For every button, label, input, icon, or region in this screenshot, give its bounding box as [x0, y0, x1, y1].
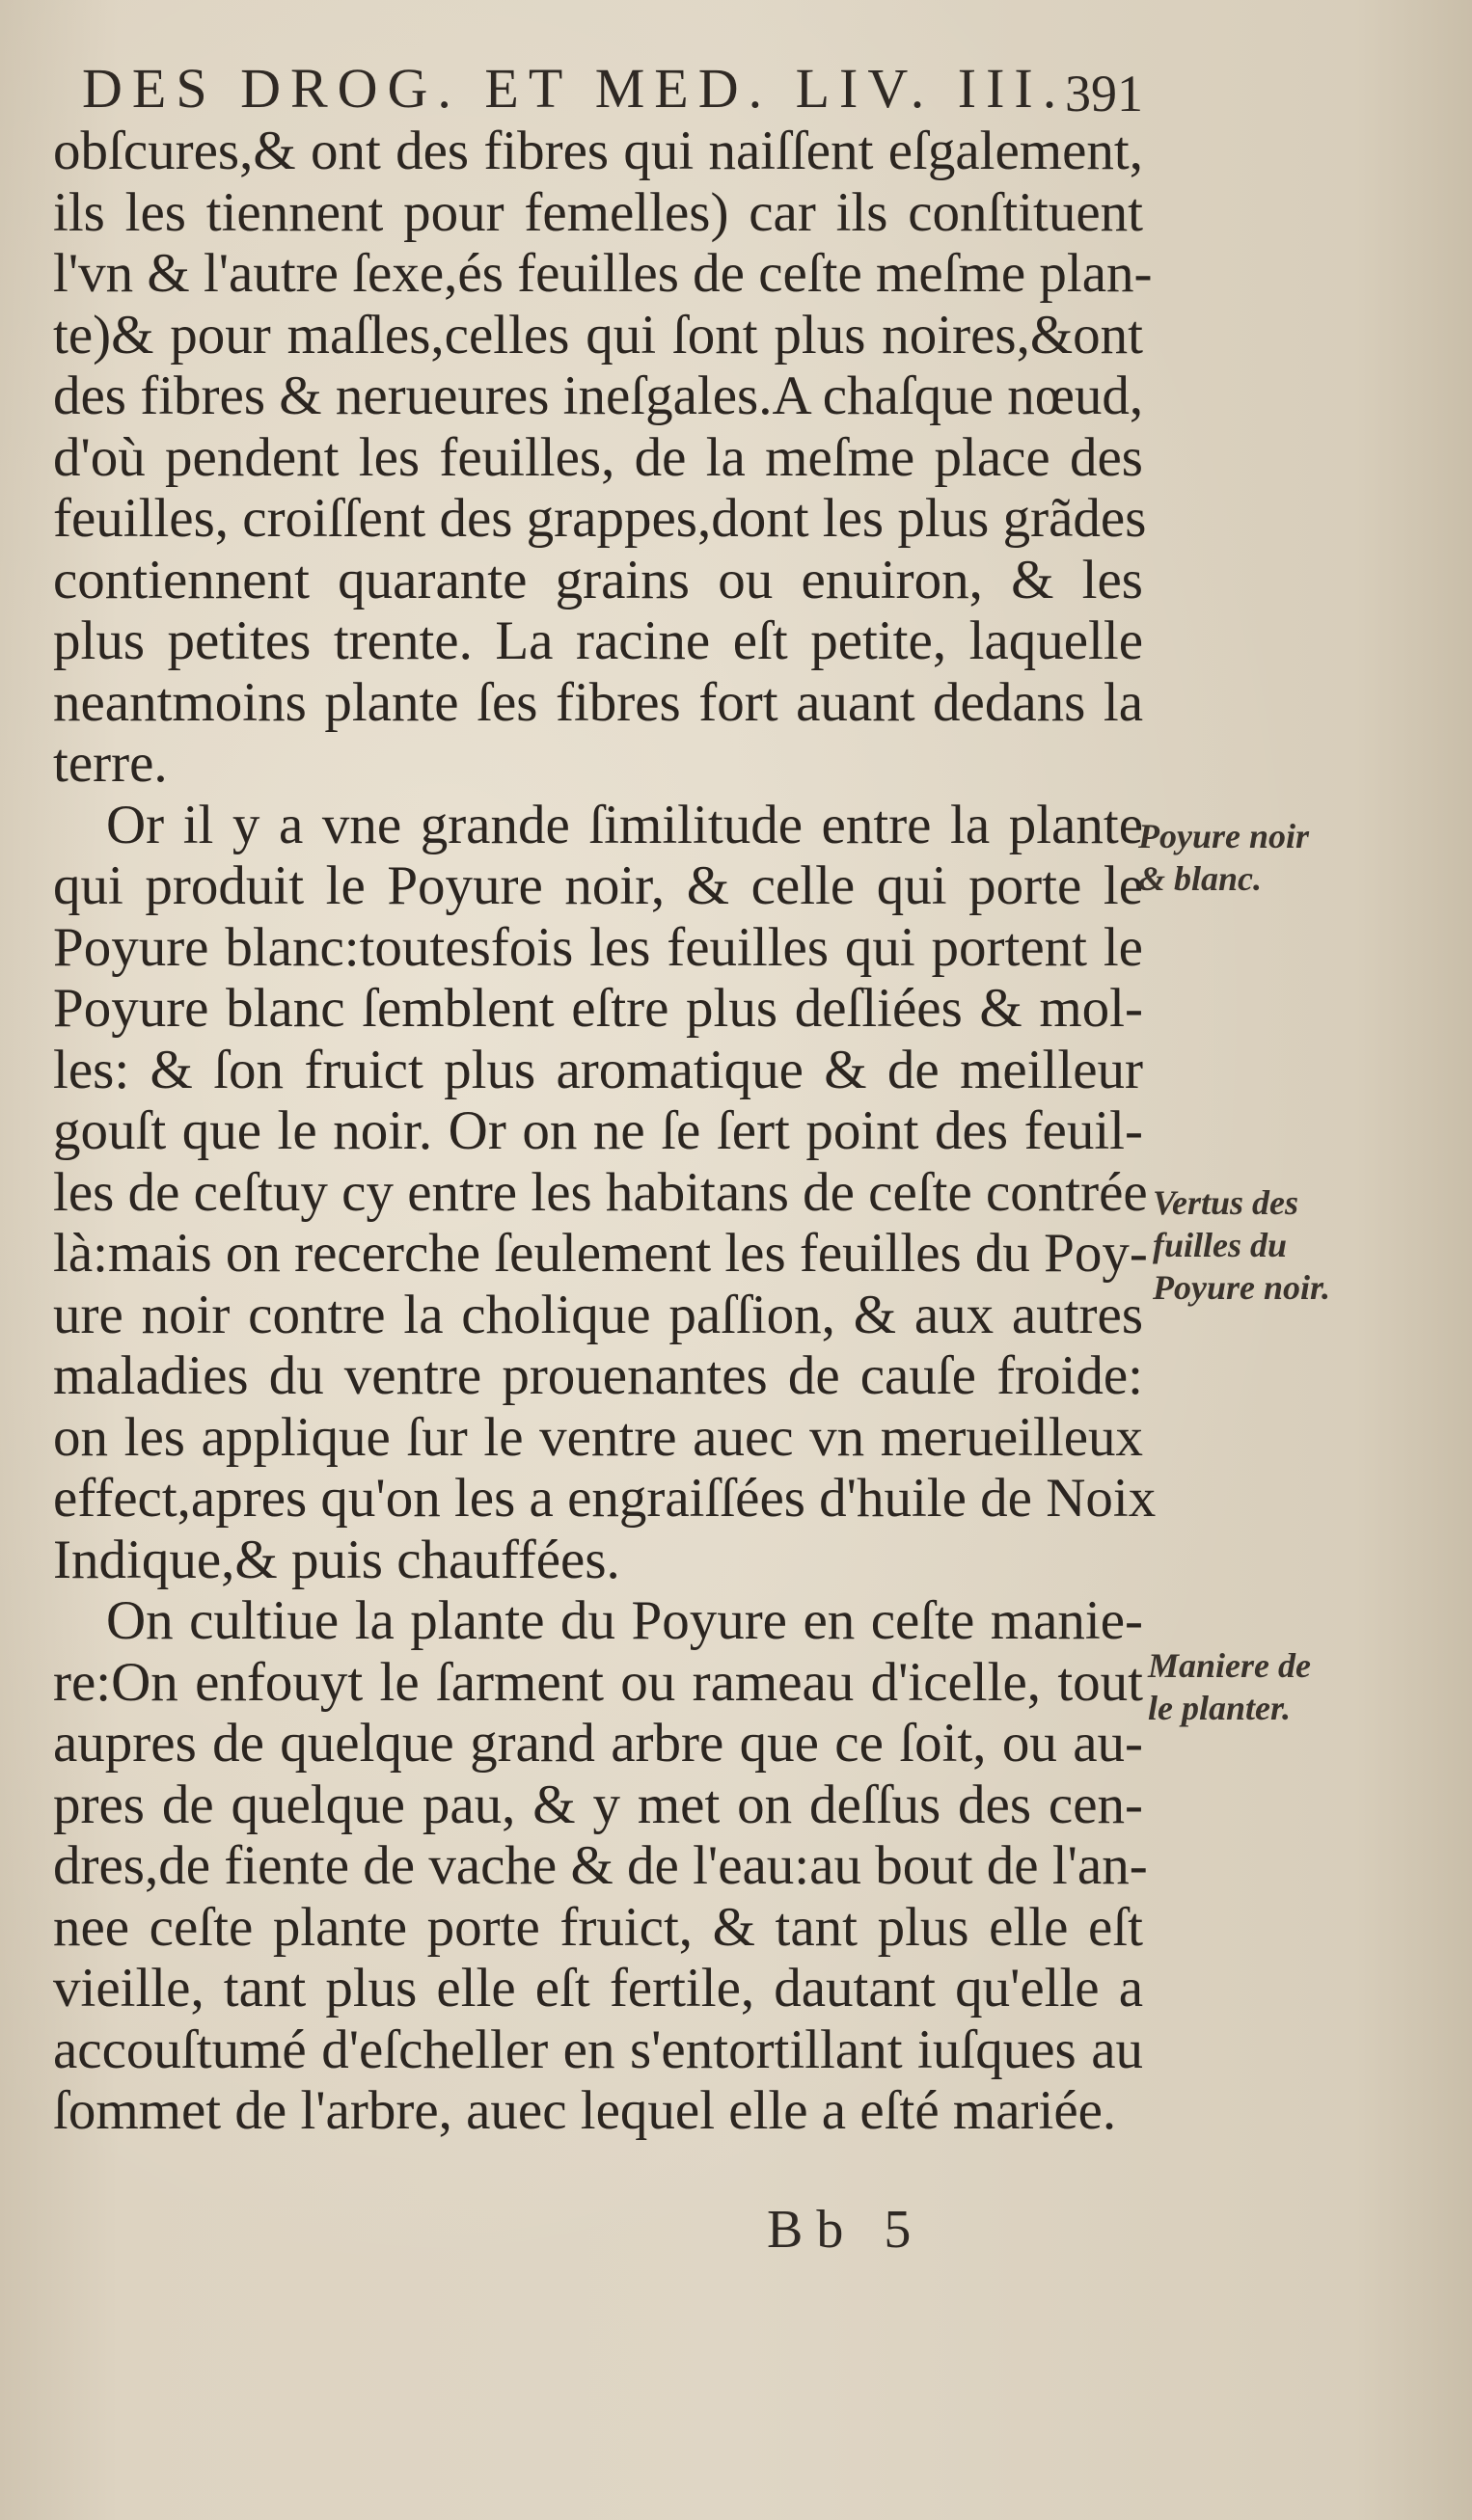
- text-line: neantmoins plante ſes fibres fort auant dedans la: [53, 671, 1143, 733]
- signature-mark: Bb 5: [767, 2200, 925, 2260]
- page-number: 391: [1065, 65, 1143, 122]
- text-line: vieille, tant plus elle eſt fertile, dautant qu'elle a: [53, 1958, 1143, 2019]
- text-line: obſcures,& ont des fibres qui naiſſent eſgalement,: [53, 121, 1143, 181]
- text-line: des fibres & nerueures ineſgales.A chaſque nœud,: [53, 366, 1144, 426]
- margin-note-line: le planter.: [1148, 1689, 1292, 1727]
- text-line: ils les tiennent pour femelles) car ils conſtituent: [53, 181, 1143, 243]
- text-line: maladies du ventre prouenantes de cauſe froide:: [53, 1345, 1143, 1406]
- text-line: les: & ſon fruict plus aromatique & de meilleur: [53, 1039, 1143, 1100]
- text-line: qui produit le Poyure noir, & celle qui porte le: [53, 855, 1143, 916]
- text-line: effect,apres qu'on les a engraiſſées d'huile de Noix: [53, 1468, 1157, 1529]
- margin-note-line: Vertus des: [1153, 1183, 1299, 1222]
- running-head: DES DROG. ET MED. LIV. III.: [82, 57, 1067, 120]
- text-line: Poyure blanc ſemblent eſtre plus deſliées & mol-: [53, 978, 1143, 1039]
- margin-note-line: Poyure noir: [1138, 817, 1310, 855]
- text-line: gouſt que le noir. Or on ne ſe ſert point des feuil-: [53, 1100, 1143, 1161]
- text-line: On cultiue la plante du Poyure en ceſte manie-: [106, 1590, 1143, 1651]
- text-line: les de ceſtuy cy entre les habitans de ceſte contrée: [53, 1161, 1148, 1223]
- margin-note-maniere-planter: [1148, 1644, 1311, 1729]
- page-header: [53, 48, 1143, 125]
- text-line: ſommet de l'arbre, auec lequel elle a eſté mariée.: [53, 2080, 1117, 2141]
- text-line: feuilles, croiſſent des grappes,dont les plus grãdes: [53, 488, 1147, 549]
- text-line: d'où pendent les feuilles, de la meſme place des: [53, 426, 1143, 488]
- text-line: te)& pour maſles,celles qui ſont plus noires,&ont: [53, 304, 1143, 366]
- text-line: Indique,& puis chauffées.: [53, 1529, 620, 1590]
- text-line: nee ceſte plante porte fruict, & tant plus elle eſt: [53, 1896, 1143, 1958]
- text-line: plus petites trente. La racine eſt petite, laquelle: [53, 610, 1143, 671]
- text-line: contiennent quarante grains ou enuiron, & les: [53, 549, 1143, 610]
- text-line: re:On enfouyt le ſarment ou rameau d'icelle, tout: [53, 1651, 1143, 1713]
- text-line: accouſtumé d'eſcheller en s'entortillant iuſques au: [53, 2019, 1143, 2080]
- text-line: Poyure blanc:toutesfois les feuilles qui portent le: [53, 916, 1143, 978]
- margin-note-vertus: [1153, 1181, 1330, 1309]
- body-text: [53, 121, 1157, 2142]
- margin-note-line: fuilles du: [1153, 1226, 1288, 1264]
- text-line: pres de quelque pau, & y met on deſſus des cen-: [53, 1774, 1143, 1835]
- text-line: terre.: [53, 733, 168, 794]
- text-line: aupres de quelque grand arbre que ce ſoit, ou au-: [53, 1713, 1143, 1774]
- margin-note-poyure-noir-blanc: [1138, 815, 1309, 900]
- text-line: Or il y a vne grande ſimilitude entre la plante: [106, 794, 1143, 855]
- text-line: ure noir contre la cholique paſſion, & aux autres: [53, 1284, 1143, 1345]
- margin-note-line: & blanc.: [1138, 859, 1263, 898]
- text-line: là:mais on recerche ſeulement les feuilles du Poy-: [53, 1223, 1148, 1284]
- margin-note-line: Maniere de: [1148, 1646, 1311, 1685]
- text-line: dres,de fiente de vache & de l'eau:au bout de l'an-: [53, 1835, 1148, 1896]
- text-line: l'vn & l'autre ſexe,és feuilles de ceſte meſme plan-: [53, 243, 1153, 304]
- text-line: on les applique ſur le ventre auec vn merueilleux: [53, 1406, 1143, 1468]
- margin-note-line: Poyure noir.: [1153, 1268, 1331, 1307]
